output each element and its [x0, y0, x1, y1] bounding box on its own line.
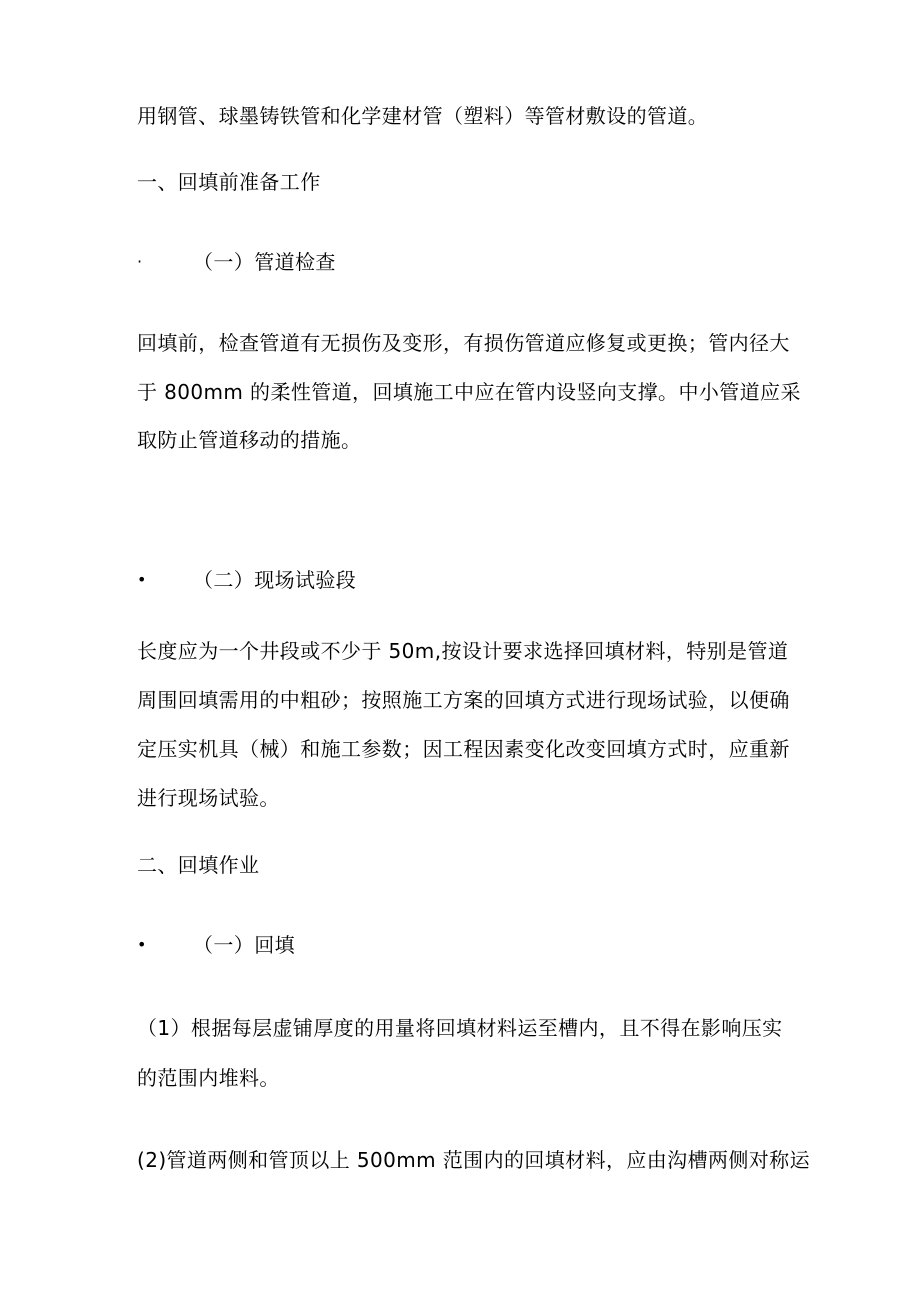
bullet-marker: • — [137, 935, 147, 954]
paragraph-line: 的范围内堆料。 — [137, 1066, 280, 1090]
bullet-marker: · — [137, 252, 143, 271]
paragraph-line: 进行现场试验。 — [137, 786, 280, 810]
paragraph-line: 于 800mm 的柔性管道，回填施工中应在管内设竖向支撑。中小管道应采 — [137, 380, 801, 404]
paragraph-line: 回填前，检查管道有无损伤及变形，有损伤管道应修复或更换；管内径大 — [137, 331, 790, 355]
paragraph-line: 长度应为一个井段或不少于 50m,按设计要求选择回填材料，特别是管道 — [137, 639, 789, 663]
paragraph-line: (2)管道两侧和管顶以上 500mm 范围内的回填材料，应由沟槽两侧对称运 — [137, 1148, 810, 1172]
paragraph-line: （1）根据每层虚铺厚度的用量将回填材料运至槽内，且不得在影响压实 — [137, 1016, 783, 1040]
paragraph-line: 定压实机具（械）和施工参数；因工程因素变化改变回填方式时，应重新 — [137, 737, 790, 761]
subsection-title: （二）现场试验段 — [193, 568, 357, 592]
paragraph-line: 周围回填需用的中粗砂；按照施工方案的回填方式进行现场试验，以便确 — [137, 688, 790, 712]
paragraph-line: 取防止管道移动的措施。 — [137, 428, 362, 452]
subsection-title: （一）管道检查 — [193, 250, 336, 274]
bullet-marker: • — [137, 570, 147, 589]
subsection-title: （一）回填 — [193, 933, 295, 957]
section-heading-backfill-work: 二、回填作业 — [137, 853, 260, 877]
intro-paragraph: 用钢管、球墨铸铁管和化学建材管（塑料）等管材敷设的管道。 — [137, 104, 709, 128]
section-heading-preparation: 一、回填前准备工作 — [137, 170, 321, 194]
